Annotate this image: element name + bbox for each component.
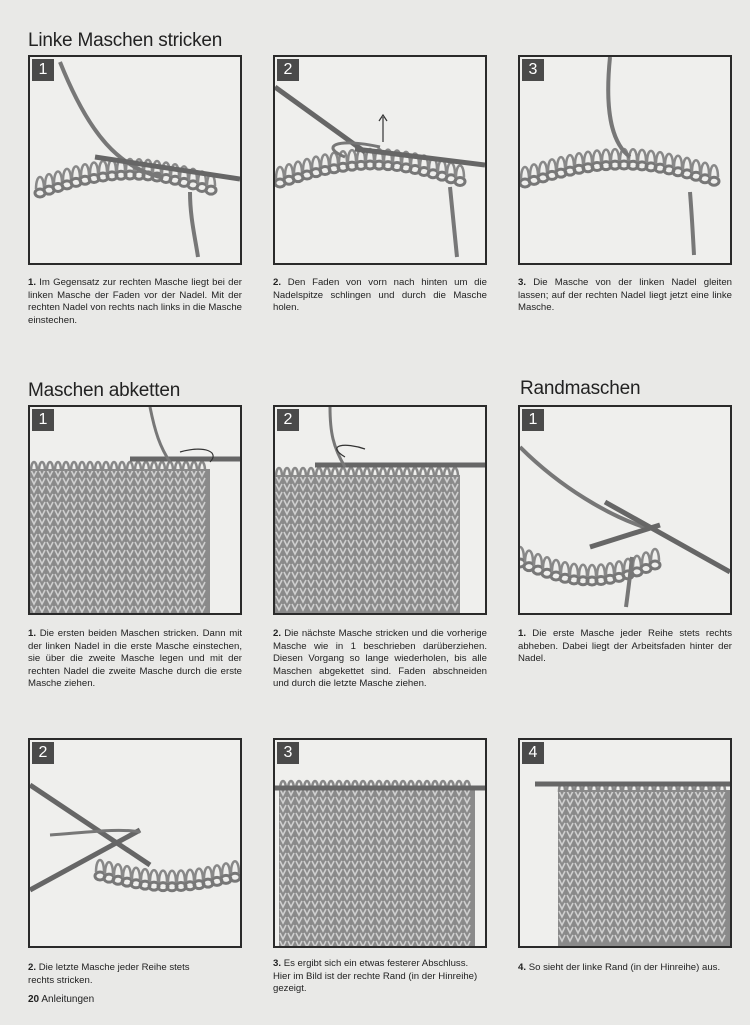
step-badge: 3	[522, 59, 544, 81]
illustration-abketten-1	[28, 405, 242, 615]
step-caption: 4. So sieht der linke Rand (in der Hinreihe) aus.	[518, 962, 721, 973]
knitting-illustration	[275, 57, 485, 263]
knitting-illustration	[520, 407, 730, 613]
step-caption: 2. Die letzte Masche jeder Reihe stets rechts stricken.	[28, 962, 190, 986]
illustration-step-2	[273, 55, 487, 265]
step-badge: 4	[522, 742, 544, 764]
illustration-step-3	[518, 55, 732, 265]
knitting-illustration	[520, 740, 730, 946]
step-badge: 1	[32, 59, 54, 81]
step-badge: 1	[522, 409, 544, 431]
step-caption: 2. Die nächste Masche stricken und die vorherige Masche wie in 1 beschrieben darüberziehen. Diesen Vorgang so lange wiederholen, bis alle Maschen abgekettet sind. Faden abschneiden und durch die letzte Masche ziehen.	[273, 628, 487, 690]
illustration-randmaschen-1	[518, 405, 732, 615]
section-title-linke-maschen: Linke Maschen stricken	[28, 30, 223, 51]
knitting-illustration	[30, 57, 240, 263]
step-badge: 1	[32, 409, 54, 431]
step-caption: 2. Den Faden von vorn nach hinten um die Nadelspitze schlingen und durch die Masche holen.	[273, 277, 487, 314]
step-badge: 2	[32, 742, 54, 764]
step-caption: 1. Die ersten beiden Maschen stricken. Dann mit der linken Nadel in die erste Masche einstechen, sie über die zweite Masche legen und mit der rechten Nadel die zweite Masche durch die erste Masche ziehen.	[28, 628, 243, 690]
footer-label: Anleitungen	[41, 994, 95, 1005]
knitting-illustration	[275, 740, 485, 946]
illustration-step-1	[28, 55, 242, 265]
step-badge: 2	[277, 409, 299, 431]
knitting-illustration	[30, 407, 240, 613]
step-badge: 3	[277, 742, 299, 764]
knitting-illustration	[275, 407, 485, 613]
page-number: 20	[28, 994, 40, 1005]
step-badge: 2	[277, 59, 299, 81]
illustration-randmaschen-2	[28, 738, 242, 948]
knitting-illustration	[520, 57, 730, 263]
step-caption: 1. Die erste Masche jeder Reihe stets rechts abheben. Dabei liegt der Arbeitsfaden hinter der Nadel.	[518, 628, 733, 665]
knitting-illustration	[30, 740, 240, 946]
step-caption: 3. Die Masche von der linken Nadel gleiten lassen; auf der rechten Nadel liegt jetzt eine linke Masche.	[518, 277, 733, 314]
step-caption: 3. Es ergibt sich ein etwas festerer Abschluss. Hier im Bild ist der rechte Rand (in der Hinreihe) gezeigt.	[273, 958, 478, 995]
illustration-randmaschen-3	[273, 738, 487, 948]
illustration-abketten-2	[273, 405, 487, 615]
step-caption: 1. Im Gegensatz zur rechten Masche liegt bei der linken Masche der Faden vor der Nadel. Mit der rechten Nadel von rechts nach links in die Masche einstechen.	[28, 277, 242, 326]
section-title-maschen-abketten: Maschen abketten	[28, 380, 181, 401]
section-title-randmaschen: Randmaschen	[520, 378, 641, 399]
illustration-randmaschen-4	[518, 738, 732, 948]
page-footer	[28, 994, 94, 1005]
